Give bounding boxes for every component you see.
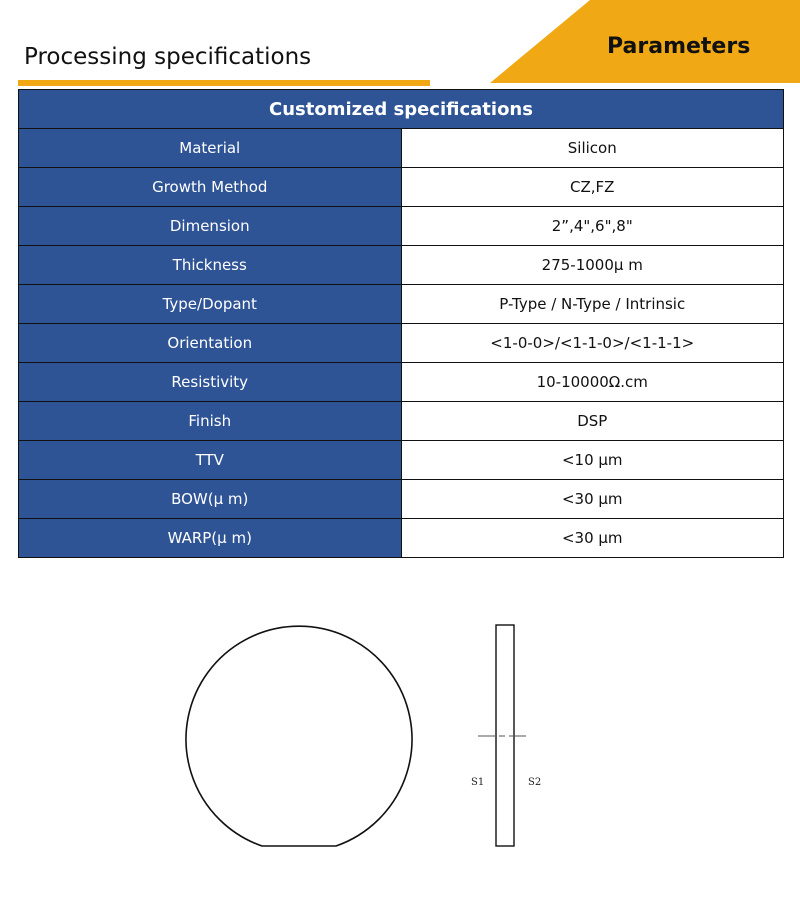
table-row [19, 480, 784, 519]
s2-label: S2 [528, 777, 542, 788]
spec-table [18, 89, 784, 558]
row-value: CZ,FZ [401, 168, 784, 207]
row-value: 2”,4",6",8" [401, 207, 784, 246]
wafer-top-view-icon [186, 626, 412, 846]
table-row [19, 363, 784, 402]
row-label: TTV [19, 441, 402, 480]
row-value: 10-10000Ω.cm [401, 363, 784, 402]
row-label: Growth Method [19, 168, 402, 207]
row-value: Silicon [401, 129, 784, 168]
header-banner [0, 0, 800, 86]
row-label: Resistivity [19, 363, 402, 402]
row-label: Type/Dopant [19, 285, 402, 324]
table-row [19, 402, 784, 441]
row-value: <1-0-0>/<1-1-0>/<1-1-1> [401, 324, 784, 363]
section-title: Processing specifications [24, 44, 312, 70]
row-value: <30 μm [401, 519, 784, 558]
row-label: Material [19, 129, 402, 168]
row-label: Dimension [19, 207, 402, 246]
table-row [19, 207, 784, 246]
wafer-diagram [0, 600, 800, 880]
table-row [19, 246, 784, 285]
row-label: Finish [19, 402, 402, 441]
row-value: DSP [401, 402, 784, 441]
table-header-row [19, 90, 784, 129]
table-row [19, 441, 784, 480]
row-value: 275-1000μ m [401, 246, 784, 285]
row-label: Orientation [19, 324, 402, 363]
wafer-drawing [0, 600, 800, 880]
row-label: Thickness [19, 246, 402, 285]
table-row [19, 519, 784, 558]
parameters-title: Parameters [607, 34, 751, 59]
table-row [19, 285, 784, 324]
row-value: <30 μm [401, 480, 784, 519]
table-title: Customized specifications [19, 90, 784, 129]
row-value: P-Type / N-Type / Intrinsic [401, 285, 784, 324]
s1-label: S1 [471, 777, 485, 788]
row-label: BOW(μ m) [19, 480, 402, 519]
table-row [19, 129, 784, 168]
row-label: WARP(μ m) [19, 519, 402, 558]
table-row [19, 168, 784, 207]
title-underline [18, 80, 430, 86]
table-row [19, 324, 784, 363]
row-value: <10 μm [401, 441, 784, 480]
